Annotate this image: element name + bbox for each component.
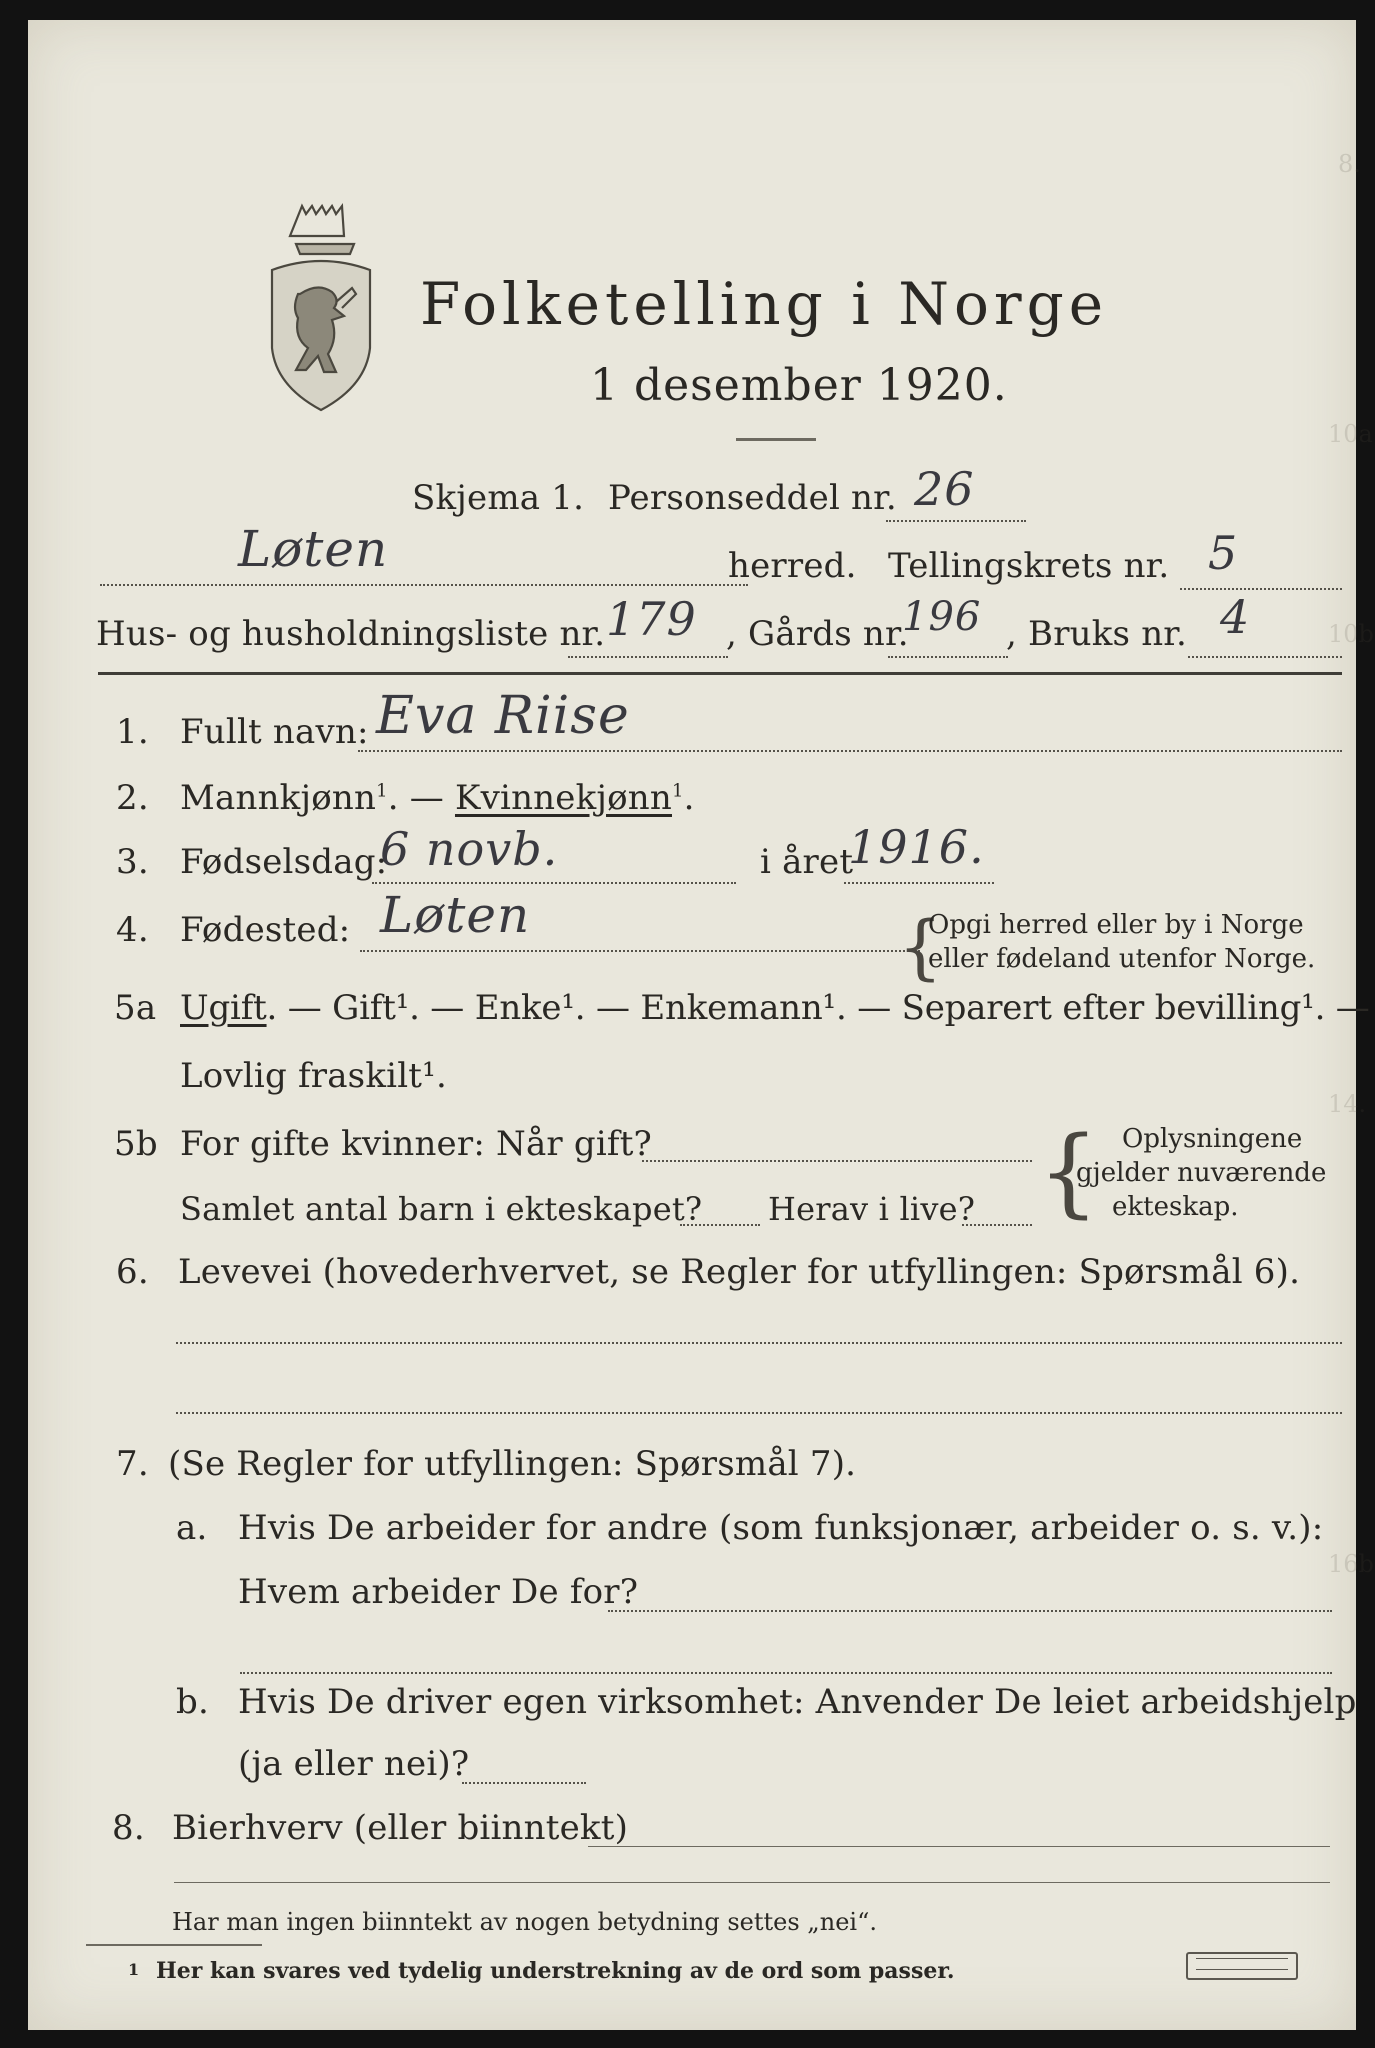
- header-rule: [98, 672, 1342, 675]
- husliste-field-line: [568, 656, 728, 658]
- bruks-label: , Bruks nr.: [1006, 614, 1188, 654]
- q7a-letter: a.: [176, 1508, 208, 1548]
- census-date: 1 desember 1920.: [590, 360, 1008, 411]
- tellingskrets-field-line: [1180, 588, 1342, 590]
- q8-label: Bierhverv (eller biinntekt): [172, 1808, 629, 1848]
- footnote-rule: [86, 1944, 262, 1946]
- q7a-field-line-1: [608, 1610, 1332, 1612]
- q2-number: 2.: [116, 778, 149, 818]
- gards-field-line: [888, 656, 1008, 658]
- q3-year-value[interactable]: 1916.: [848, 820, 985, 874]
- q5b-children-label: Samlet antal barn i ekteskapet?: [180, 1190, 703, 1228]
- q5a-options: [180, 988, 1370, 1028]
- q8-field-line-1: [588, 1846, 1330, 1847]
- q5b-brace: {: [1038, 1116, 1100, 1228]
- q5a-option-fraskilt[interactable]: Lovlig fraskilt¹.: [180, 1056, 447, 1096]
- q1-name-value[interactable]: Eva Riise: [376, 686, 630, 746]
- q3-year-field-line: [844, 882, 994, 884]
- q7b-question: (ja eller nei)?: [238, 1744, 470, 1784]
- form-page: [28, 20, 1374, 2030]
- q6-number: 6.: [116, 1252, 149, 1292]
- gards-label: , Gårds nr.: [726, 614, 909, 654]
- q3-birthday-value[interactable]: 6 novb.: [380, 822, 559, 876]
- husliste-label: Hus- og husholdningsliste nr.: [96, 614, 606, 654]
- form-title: Folketelling i Norge: [420, 270, 1109, 338]
- q7b-letter: b.: [176, 1682, 209, 1722]
- q8-number: 8.: [112, 1808, 145, 1848]
- q3-year-label: i året: [760, 842, 854, 882]
- q5b-alive-label: Herav i live?: [768, 1190, 976, 1228]
- q5b-children-field-line: [680, 1224, 760, 1226]
- bruks-field-line: [1188, 656, 1342, 658]
- q5b-note-line1: Oplysningene: [1122, 1124, 1303, 1154]
- q4-label: Fødested:: [180, 910, 351, 950]
- q8-field-line-2: [174, 1882, 1330, 1883]
- q6-field-line-1: [176, 1342, 1342, 1344]
- bleed-through-5: 16b: [1328, 1550, 1374, 1578]
- q4-birthplace-value[interactable]: Løten: [380, 886, 531, 944]
- q3-number: 3.: [116, 842, 149, 882]
- q5b-alive-field-line: [962, 1224, 1032, 1226]
- q4-number: 4.: [116, 910, 149, 950]
- q4-field-line: [360, 950, 920, 952]
- q5a-option-ugift[interactable]: Ugift: [180, 988, 267, 1028]
- personseddel-label: Personseddel nr.: [608, 478, 897, 518]
- q5b-note-line3: ekteskap.: [1112, 1192, 1239, 1222]
- q3-field-line: [372, 882, 736, 884]
- printer-stamp-icon: [1186, 1952, 1298, 1980]
- q4-brace: {: [898, 906, 943, 988]
- gards-value[interactable]: 196: [902, 594, 982, 640]
- q1-label: Fullt navn:: [180, 712, 369, 752]
- q1-field-line: [358, 750, 1342, 752]
- q4-note-line1: Opgi herred eller by i Norge: [928, 910, 1304, 940]
- q5b-note-line2: gjelder nuværende: [1076, 1158, 1327, 1188]
- biinntekt-note: Har man ingen biinntekt av nogen betydning settes „nei“.: [172, 1908, 877, 1936]
- q2-option-mann[interactable]: Mannkjønn: [180, 778, 377, 818]
- q5a-other-options: . — Gift¹. — Enke¹. — Enkemann¹. — Separert efter bevilling¹. —: [266, 988, 1370, 1028]
- bruks-value[interactable]: 4: [1220, 590, 1251, 644]
- q4-note-line2: eller fødeland utenfor Norge.: [928, 944, 1316, 974]
- q7-number: 7.: [116, 1444, 149, 1484]
- title-divider: [736, 438, 816, 441]
- tellingskrets-value[interactable]: 5: [1208, 526, 1239, 580]
- personseddel-value[interactable]: 26: [914, 462, 975, 516]
- q5b-number: 5b: [114, 1124, 158, 1164]
- q2-options: Mannkjønn$^1$. — Kvinnekjønn$^1$.: [180, 778, 695, 818]
- q3-label: Fødselsdag:: [180, 842, 388, 882]
- husliste-value[interactable]: 179: [606, 592, 697, 646]
- herred-field-line: [100, 584, 748, 586]
- q7a-field-line-2: [240, 1672, 1332, 1674]
- q7a-label: Hvis De arbeider for andre (som funksjonær, arbeider o. s. v.):: [238, 1508, 1324, 1548]
- herred-value[interactable]: Løten: [238, 520, 389, 578]
- tellingskrets-label: Tellingskrets nr.: [888, 546, 1170, 586]
- q2-separator: . —: [387, 778, 444, 818]
- bleed-through-1: 8.: [1338, 150, 1361, 178]
- bleed-through-2: 10a: [1328, 420, 1373, 448]
- q6-label: Levevei (hovederhvervet, se Regler for utfyllingen: Spørsmål 6).: [178, 1252, 1301, 1292]
- footnote-mark: 1: [128, 1960, 140, 1979]
- bleed-through-4: 14.: [1328, 1090, 1367, 1118]
- q7a-question: Hvem arbeider De for?: [238, 1572, 639, 1612]
- skjema-label: Skjema 1.: [412, 478, 585, 518]
- q7b-field-line: [462, 1782, 586, 1784]
- q7-label: (Se Regler for utfyllingen: Spørsmål 7).: [168, 1444, 857, 1484]
- q5a-number: 5a: [114, 988, 157, 1028]
- footnote-text: Her kan svares ved tydelig understrekning av de ord som passer.: [156, 1958, 955, 1984]
- q5b-married-field-line: [642, 1160, 1032, 1162]
- q2-option-kvinne[interactable]: Kvinnekjønn: [454, 778, 672, 818]
- q6-field-line-2: [176, 1412, 1342, 1414]
- bleed-through-3: 10b: [1328, 620, 1374, 648]
- herred-label: herred.: [728, 546, 857, 586]
- q7b-label: Hvis De driver egen virksomhet: Anvender De leiet arbeidshjelp: [238, 1682, 1357, 1722]
- q2-end: .: [683, 778, 695, 818]
- personseddel-field-line: [886, 520, 1026, 522]
- coat-of-arms-icon: [262, 198, 380, 418]
- q5b-married-label: For gifte kvinner: Når gift?: [180, 1124, 652, 1164]
- q1-number: 1.: [116, 712, 149, 752]
